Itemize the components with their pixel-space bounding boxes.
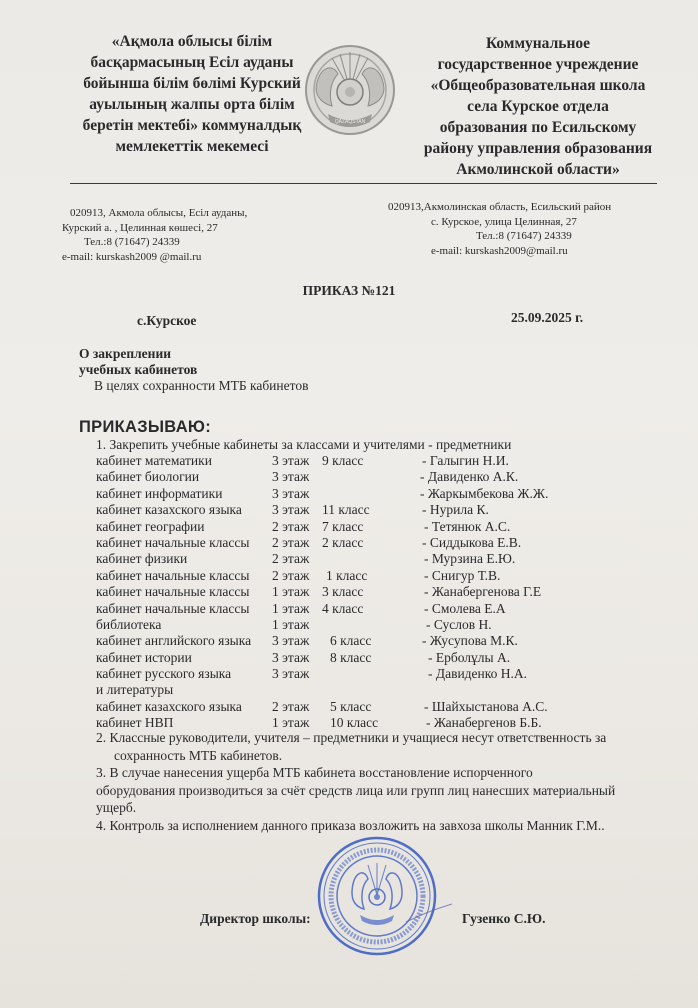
room-floor: 3 этаж (272, 502, 310, 518)
header-kazakh (72, 31, 312, 157)
room-floor: 2 этаж (272, 567, 310, 583)
order-item-3-cont: ущерб. (96, 800, 137, 815)
room-name: кабинет информатики (96, 485, 223, 501)
room-class: 1 класс (326, 567, 368, 583)
room-teacher: - Жусупова М.К. (422, 633, 518, 649)
address-kazakh (62, 206, 302, 264)
order-title: ПРИКАЗ №121 (302, 283, 396, 298)
directive-heading: ПРИКАЗЫВАЮ: (79, 418, 212, 436)
order-place: с.Курское (137, 313, 197, 328)
order-item-2-cont: сохранность МТБ кабинетов. (114, 747, 283, 763)
room-teacher: - Снигур Т.В. (424, 567, 501, 583)
room-floor: 1 этаж (272, 616, 310, 632)
room-name: кабинет английского языка (96, 633, 252, 649)
address-line: с. Курское, улица Целинная, 27 (431, 215, 577, 228)
room-class: 3 класс (322, 584, 364, 600)
room-floor: 1 этаж (272, 584, 310, 600)
header-left-line: басқармасының Есіл ауданы (90, 54, 294, 71)
room-class: 10 класс (330, 715, 379, 731)
header-russian (418, 33, 658, 180)
school-stamp-icon (316, 835, 438, 957)
table-row (96, 469, 616, 485)
room-name: кабинет географии (96, 518, 205, 534)
room-floor: 3 этаж (272, 649, 310, 665)
order-item-2: 2. Классные руководители, учителя – предметники и учащиеся несут ответственность за (96, 730, 607, 745)
room-class: 5 класс (330, 698, 372, 714)
room-floor: 2 этаж (272, 698, 310, 714)
header-right-line: Акмолинской области» (456, 161, 620, 178)
room-teacher: - Суслов Н. (426, 616, 492, 632)
room-floor: 3 этаж (272, 469, 310, 485)
table-row (96, 568, 616, 584)
room-name: кабинет казахского языка (96, 698, 242, 714)
room-class: 7 класс (322, 518, 364, 534)
room-class: 4 класс (322, 600, 364, 616)
room-class: 2 класс (322, 534, 364, 550)
order-items (96, 729, 676, 834)
room-class: 6 класс (330, 633, 372, 649)
room-teacher: - Смолева Е.А (424, 600, 506, 616)
room-class: 8 класс (330, 649, 372, 665)
room-class: 11 класс (322, 502, 370, 518)
subject-line: учебных кабинетов (79, 362, 198, 377)
order-subject (79, 346, 197, 378)
signer-name: Гузенко С.Ю. (462, 911, 546, 926)
signature-label: Директор школы: (200, 911, 311, 926)
room-name: кабинет казахского языка (96, 502, 242, 518)
rooms-table (96, 453, 616, 732)
header-right-line: образования по Есильскому (439, 119, 637, 136)
room-name: кабинет начальные классы (96, 584, 250, 600)
table-row (96, 551, 616, 567)
room-name: кабинет НВП (96, 715, 174, 731)
address-line: Курский а. , Целинная көшесі, 27 (62, 221, 218, 234)
email-text: e-mail: kurskash2009@mail.ru (431, 244, 568, 257)
header-left-line: мемлекеттік мекемесі (115, 138, 269, 155)
header-divider (70, 183, 657, 184)
address-line: Тел.:8 (71647) 24339 (84, 236, 180, 248)
header-right-line: району управления образования (423, 140, 653, 157)
state-emblem-icon (302, 40, 398, 140)
table-row (96, 502, 616, 518)
room-teacher: - Сиддыкова Е.В. (422, 534, 522, 550)
table-row (96, 650, 616, 666)
room-teacher: - Жаркымбекова Ж.Ж. (420, 485, 549, 501)
order-item-3-cont: оборудования производиться за счёт средств лица или групп лиц нанесших материальный (96, 782, 616, 798)
room-name: кабинет математики (96, 453, 212, 468)
room-teacher: - Шайхыстанова А.С. (424, 698, 548, 714)
order-item-4: 4. Контроль за исполнением данного приказа возложить на завхоза школы Манник Г.М.. (96, 817, 605, 833)
room-floor: 1 этаж (272, 600, 310, 616)
room-floor: 2 этаж (272, 534, 310, 550)
room-name: кабинет русского языка (96, 666, 232, 682)
room-teacher: - Тетянюк А.С. (424, 518, 511, 534)
room-teacher: - Жанабергенова Г.Е (424, 584, 542, 600)
table-row (96, 633, 616, 649)
table-row (96, 453, 616, 469)
room-class: 9 класс (322, 453, 364, 468)
header-left-line: «Ақмола облысы білім (111, 33, 273, 50)
room-teacher: - Жанабергенов Б.Б. (426, 715, 542, 731)
header-left-line: бойынша білім бөлімі Курский (83, 75, 301, 92)
room-teacher: - Давиденко А.К. (420, 469, 519, 485)
address-line: 020913,Акмолинская область, Есильский район (388, 201, 612, 213)
room-name: библиотека (96, 616, 162, 632)
header-right-line: села Курское отдела (467, 98, 609, 115)
table-row (96, 617, 616, 633)
room-name: кабинет начальные классы (96, 600, 250, 616)
order-date: 25.09.2025 г. (511, 310, 584, 325)
room-name: кабинет начальные классы (96, 567, 250, 583)
order-item-1: 1. Закрепить учебные кабинеты за классами и учителями - предметники (96, 437, 512, 452)
room-teacher: - Ерболұлы А. (428, 649, 511, 665)
room-floor: 3 этаж (272, 453, 310, 468)
room-floor: 1 этаж (272, 715, 310, 731)
room-teacher: - Нурила К. (422, 502, 489, 518)
room-name: кабинет истории (96, 649, 192, 665)
header-right-line: государственное учреждение (437, 56, 639, 73)
order-purpose: В целях сохранности МТБ кабинетов (94, 378, 309, 393)
table-row (96, 601, 616, 617)
room-floor: 3 этаж (272, 666, 310, 682)
table-row (96, 535, 616, 551)
room-teacher: - Давиденко Н.А. (428, 666, 528, 682)
emblem-text: QAZAQSTAN (334, 119, 366, 125)
table-row (96, 682, 616, 698)
subject-line: О закреплении (79, 346, 172, 361)
room-name: кабинет физики (96, 551, 188, 567)
header-right-line: «Общеобразовательная школа (430, 77, 646, 94)
room-name: кабинет начальные классы (96, 534, 250, 550)
address-russian (388, 200, 668, 258)
table-row (96, 666, 616, 682)
room-floor: 2 этаж (272, 551, 310, 567)
address-line: 020913, Акмола облысы, Есіл ауданы, (70, 207, 248, 219)
room-teacher: - Галыгин Н.И. (422, 453, 509, 468)
table-row (96, 699, 616, 715)
room-teacher: - Мурзина Е.Ю. (424, 551, 516, 567)
table-row (96, 584, 616, 600)
email-text: e-mail: kurskash2009 @mail.ru (62, 250, 202, 263)
room-name: кабинет биологии (96, 469, 200, 485)
room-name: и литературы (96, 682, 174, 698)
header-left-line: беретін мектебі» коммуналдық (82, 117, 302, 134)
header-right-line: Коммунальное (485, 35, 591, 52)
room-floor: 2 этаж (272, 518, 310, 534)
table-row (96, 519, 616, 535)
header-left-line: ауылының жалпы орта білім (89, 96, 295, 113)
room-floor: 3 этаж (272, 485, 310, 501)
address-line: Тел.:8 (71647) 24339 (476, 230, 572, 242)
order-item-3: 3. В случае нанесения ущерба МТБ кабинета восстановление испорченного (96, 765, 533, 780)
room-floor: 3 этаж (272, 633, 310, 649)
signature-icon (404, 902, 454, 924)
table-row (96, 486, 616, 502)
